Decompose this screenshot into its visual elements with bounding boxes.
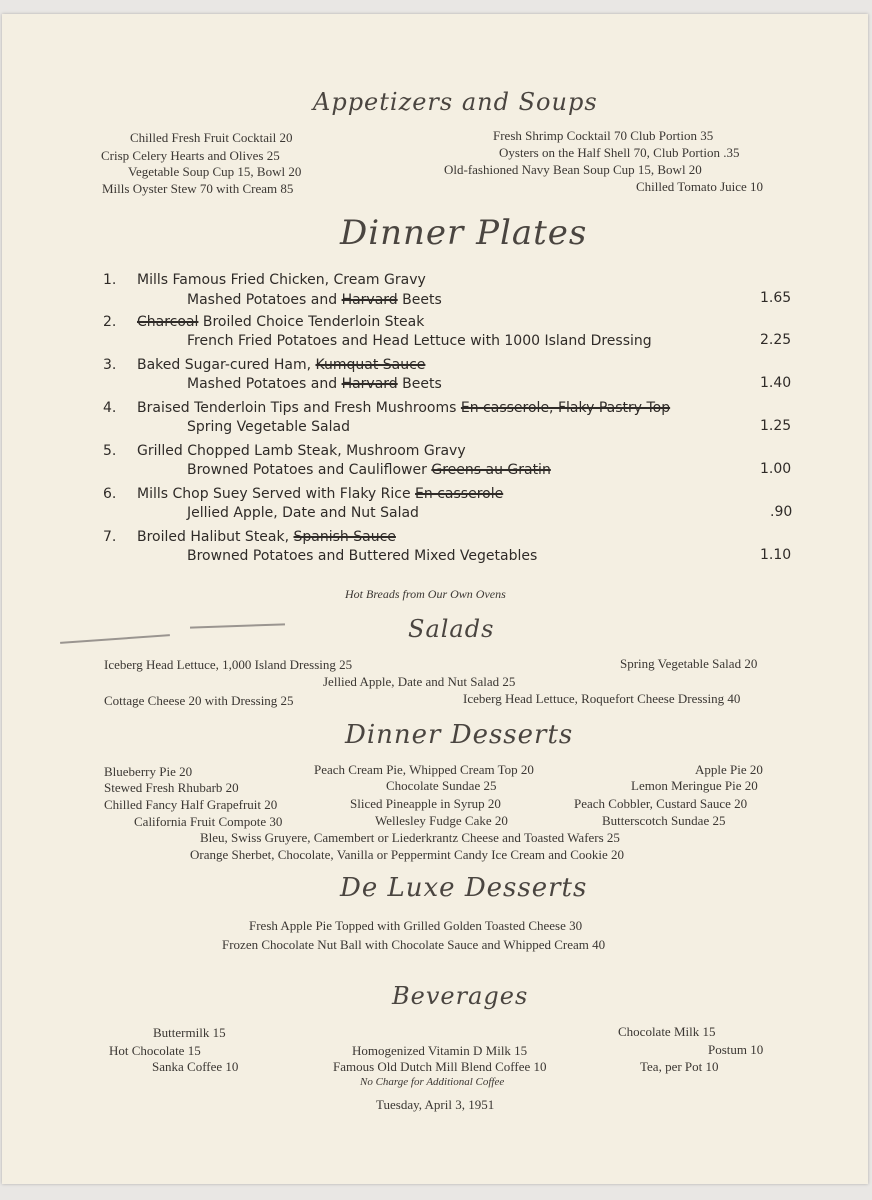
menu-item: Famous Old Dutch Mill Blend Coffee 10 <box>333 1059 547 1074</box>
plate-number: 4. <box>103 400 117 416</box>
menu-item: Peach Cream Pie, Whipped Cream Top 20 <box>314 762 534 777</box>
plate-line2: Mashed Potatoes and Harvard Beets <box>187 292 442 308</box>
dinner-plates-heading: Dinner Plates <box>340 213 588 253</box>
plate-line1: Grilled Chopped Lamb Steak, Mushroom Gravy <box>137 443 466 459</box>
plate-line1: Broiled Halibut Steak, Spanish Sauce <box>137 529 396 545</box>
menu-item: Jellied Apple, Date and Nut Salad 25 <box>323 674 516 689</box>
menu-item: Iceberg Head Lettuce, 1,000 Island Dressing 25 <box>104 657 353 672</box>
beverages-heading: Beverages <box>392 982 529 1010</box>
plate-line1: Mills Famous Fried Chicken, Cream Gravy <box>137 272 426 288</box>
menu-item: Chilled Fancy Half Grapefruit 20 <box>104 797 278 812</box>
plate-price: 2.25 <box>760 332 792 348</box>
plate-number: 6. <box>103 486 117 502</box>
plate-line1: Baked Sugar-cured Ham, Kumquat Sauce <box>137 357 426 373</box>
menu-item: Sanka Coffee 10 <box>152 1059 239 1074</box>
plate-price: 1.40 <box>760 375 792 391</box>
menu-item: Vegetable Soup Cup 15, Bowl 20 <box>128 164 302 179</box>
plate-price: 1.00 <box>760 461 792 477</box>
plate-line2: Browned Potatoes and Buttered Mixed Vegetables <box>187 548 538 564</box>
deluxe-desserts-heading: De Luxe Desserts <box>340 873 588 903</box>
menu-item: Bleu, Swiss Gruyere, Camembert or Liederkrantz Cheese and Toasted Wafers 25 <box>200 830 620 845</box>
menu-item: Tea, per Pot 10 <box>640 1059 719 1074</box>
menu-item: Frozen Chocolate Nut Ball with Chocolate Sauce and Whipped Cream 40 <box>222 937 606 952</box>
appetizers-heading: Appetizers and Soups <box>313 88 598 116</box>
menu-item: Chilled Fresh Fruit Cocktail 20 <box>130 130 293 145</box>
plate-line1: Braised Tenderloin Tips and Fresh Mushrooms En casserole, Flaky Pastry Top <box>137 400 671 416</box>
plate-line2: Jellied Apple, Date and Nut Salad <box>187 505 419 521</box>
plate-number: 2. <box>103 314 117 330</box>
menu-item: Postum 10 <box>708 1042 764 1057</box>
menu-item: Mills Oyster Stew 70 with Cream 85 <box>102 181 294 196</box>
menu-item: Lemon Meringue Pie 20 <box>631 778 758 793</box>
menu-item: Blueberry Pie 20 <box>104 764 193 779</box>
dinner-desserts-heading: Dinner Desserts <box>345 720 574 750</box>
plate-line2: Mashed Potatoes and Harvard Beets <box>187 376 442 392</box>
menu-item: Buttermilk 15 <box>153 1025 226 1040</box>
hot-breads-note: Hot Breads from Our Own Ovens <box>345 587 506 601</box>
menu-item: Crisp Celery Hearts and Olives 25 <box>101 148 280 163</box>
plate-line2: Spring Vegetable Salad <box>187 419 350 435</box>
menu-item: Homogenized Vitamin D Milk 15 <box>352 1043 528 1058</box>
menu-item: Stewed Fresh Rhubarb 20 <box>104 780 239 795</box>
no-charge-note: No Charge for Additional Coffee <box>360 1076 505 1088</box>
menu-item: Spring Vegetable Salad 20 <box>620 656 758 671</box>
plate-price: 1.65 <box>760 290 792 306</box>
plate-line1: Mills Chop Suey Served with Flaky Rice En casserole <box>137 486 504 502</box>
plate-number: 5. <box>103 443 117 459</box>
menu-item: California Fruit Compote 30 <box>134 814 283 829</box>
menu-item: Chocolate Milk 15 <box>618 1024 716 1039</box>
menu-item: Chilled Tomato Juice 10 <box>636 179 764 194</box>
plate-line2: Browned Potatoes and Cauliflower Greens au Gratin <box>187 462 551 478</box>
plate-number: 7. <box>103 529 117 545</box>
menu-item: Old-fashioned Navy Bean Soup Cup 15, Bowl 20 <box>444 162 702 177</box>
menu-item: Orange Sherbet, Chocolate, Vanilla or Peppermint Candy Ice Cream and Cookie 20 <box>190 847 625 862</box>
menu-item: Cottage Cheese 20 with Dressing 25 <box>104 693 294 708</box>
plate-line1: Charcoal Broiled Choice Tenderloin Steak <box>137 314 425 330</box>
salads-heading: Salads <box>408 615 495 643</box>
menu-date: Tuesday, April 3, 1951 <box>376 1097 495 1112</box>
menu-item: Hot Chocolate 15 <box>109 1043 201 1058</box>
menu-item: Peach Cobbler, Custard Sauce 20 <box>574 796 748 811</box>
menu-item: Oysters on the Half Shell 70, Club Portion .35 <box>499 145 740 160</box>
plate-price: 1.25 <box>760 418 792 434</box>
plate-price: 1.10 <box>760 547 792 563</box>
menu-item: Butterscotch Sundae 25 <box>602 813 726 828</box>
menu-item: Fresh Apple Pie Topped with Grilled Golden Toasted Cheese 30 <box>249 918 583 933</box>
menu-item: Wellesley Fudge Cake 20 <box>375 813 508 828</box>
menu-item: Chocolate Sundae 25 <box>386 778 497 793</box>
menu-item: Fresh Shrimp Cocktail 70 Club Portion 35 <box>493 128 714 143</box>
plate-line2: French Fried Potatoes and Head Lettuce with 1000 Island Dressing <box>187 333 652 349</box>
plate-number: 1. <box>103 272 117 288</box>
menu-item: Apple Pie 20 <box>695 762 763 777</box>
plate-price: .90 <box>770 504 793 520</box>
plate-number: 3. <box>103 357 117 373</box>
menu-item: Iceberg Head Lettuce, Roquefort Cheese Dressing 40 <box>463 691 741 706</box>
menu-item: Sliced Pineapple in Syrup 20 <box>350 796 501 811</box>
